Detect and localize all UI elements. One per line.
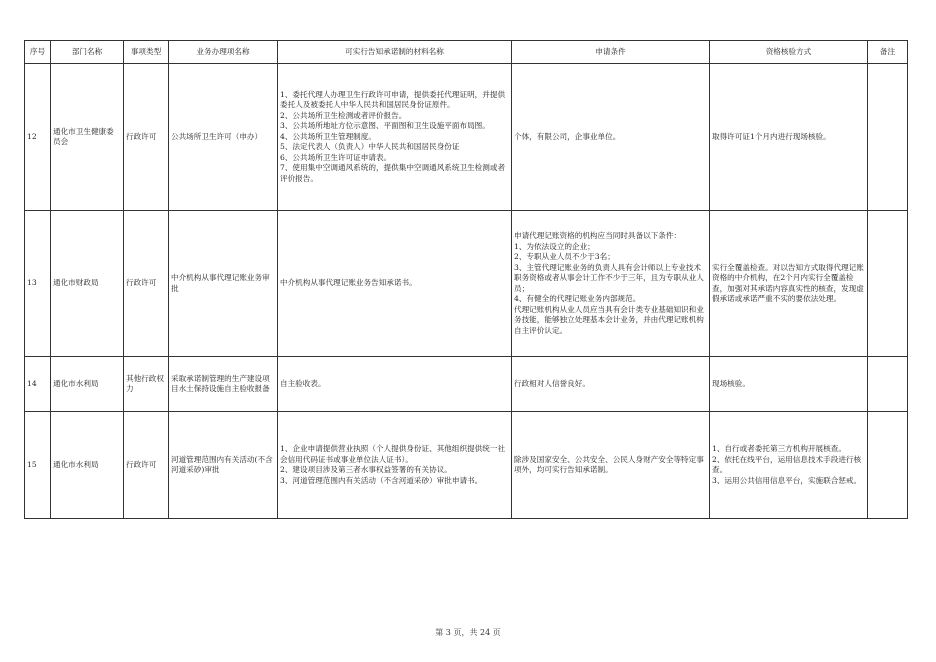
row-type: 行政许可: [124, 64, 169, 211]
row-remark: [868, 412, 908, 519]
row-item: 河道管理范围内有关活动(不含河道采砂)审批: [169, 412, 278, 519]
row-remark: [868, 357, 908, 412]
row-department: 通化市水利局: [51, 357, 124, 412]
header-item: 业务办理项名称: [169, 41, 278, 64]
row-verification: 现场核验。: [710, 357, 868, 412]
row-type: 行政许可: [124, 211, 169, 357]
header-remark: 备注: [868, 41, 908, 64]
matters-table: [24, 40, 908, 519]
row-materials: 1、委托代理人办理卫生行政许可申请，提供委托代理证明，并提供委托人及被委托人中华人民共和国居民身份证原件。 2、公共场所卫生检测或者评价报告。 3、公共场所地址方位示意图、平面图和卫生设施平面布局图。 4、公共场所卫生管理制度。 5、法定代表人（负责人）中华人民共和国居民身份证 6、公共场所卫生许可证申请表。 7、使用集中空调通风系统的，提供集中空调通风系统卫生检测或者评价报告。: [278, 64, 512, 211]
header-department: 部门名称: [51, 41, 124, 64]
row-materials: 自主验收表。: [278, 357, 512, 412]
row-department: 通化市卫生健康委员会: [51, 64, 124, 211]
row-type: 行政许可: [124, 412, 169, 519]
header-verification: 资格核验方式: [710, 41, 868, 64]
header-seq: 序号: [25, 41, 51, 64]
row-verification: 1、自行或者委托第三方机构开展核查。 2、依托在线平台，运用信息技术手段进行核查。 3、运用公共信用信息平台，实施联合惩戒。: [710, 412, 868, 519]
row-conditions: 个体，有限公司，企事业单位。: [512, 64, 710, 211]
row-verification: 取得许可证1个月内进行现场核验。: [710, 64, 868, 211]
row-seq: 13: [25, 211, 51, 357]
row-conditions: 除涉及国家安全、公共安全、公民人身财产安全等特定事项外，均可实行告知承诺制。: [512, 412, 710, 519]
row-seq: 12: [25, 64, 51, 211]
table-row: [25, 412, 908, 519]
table-row: [25, 357, 908, 412]
row-item: 采取承诺制管理的生产建设项目水土保持设施自主验收报备: [169, 357, 278, 412]
row-department: 通化市水利局: [51, 412, 124, 519]
row-seq: 15: [25, 412, 51, 519]
row-remark: [868, 211, 908, 357]
table-header-row: [25, 41, 908, 64]
row-item: 公共场所卫生许可（申办）: [169, 64, 278, 211]
table-row: [25, 211, 908, 357]
row-verification: 实行全覆盖检查。对以告知方式取得代理记账资格的中介机构，在2个月内实行全覆盖检查，加强对其承诺内容真实性的核查，发现虚假承诺或承诺严重不实的要依法处理。: [710, 211, 868, 357]
row-remark: [868, 64, 908, 211]
row-department: 通化市财政局: [51, 211, 124, 357]
header-conditions: 申请条件: [512, 41, 710, 64]
row-conditions: 申请代理记账资格的机构应当同时具备以下条件： 1、为依法设立的企业； 2、专职从业人员不少于3名； 3、主管代理记账业务的负责人具有会计师以上专业技术职务资格或者从事会计工作不少于三年，且为专职从业人员； 4、有健全的代理记账业务内部规范。 代理记账机构从业人员应当具有会计类专业基础知识和业务技能，能够独立处理基本会计业务，并由代理记账机构自主评价认定。: [512, 211, 710, 357]
row-type: 其他行政权力: [124, 357, 169, 412]
row-materials: 1、企业申请提供营业执照（个人提供身份证、其他组织提供统一社会信用代码证书或事业单位法人证书）。 2、建设项目涉及第三者水事权益签署的有关协议。 3、河道管理范围内有关活动（不含河道采砂）审批申请书。: [278, 412, 512, 519]
row-conditions: 行政相对人信誉良好。: [512, 357, 710, 412]
page-footer: 第 3 页，共 24 页: [435, 628, 501, 637]
header-type: 事项类型: [124, 41, 169, 64]
row-materials: 中介机构从事代理记账业务告知承诺书。: [278, 211, 512, 357]
row-item: 中介机构从事代理记账业务审批: [169, 211, 278, 357]
table-row: [25, 64, 908, 211]
header-materials: 可实行告知承诺制的材料名称: [278, 41, 512, 64]
row-seq: 14: [25, 357, 51, 412]
